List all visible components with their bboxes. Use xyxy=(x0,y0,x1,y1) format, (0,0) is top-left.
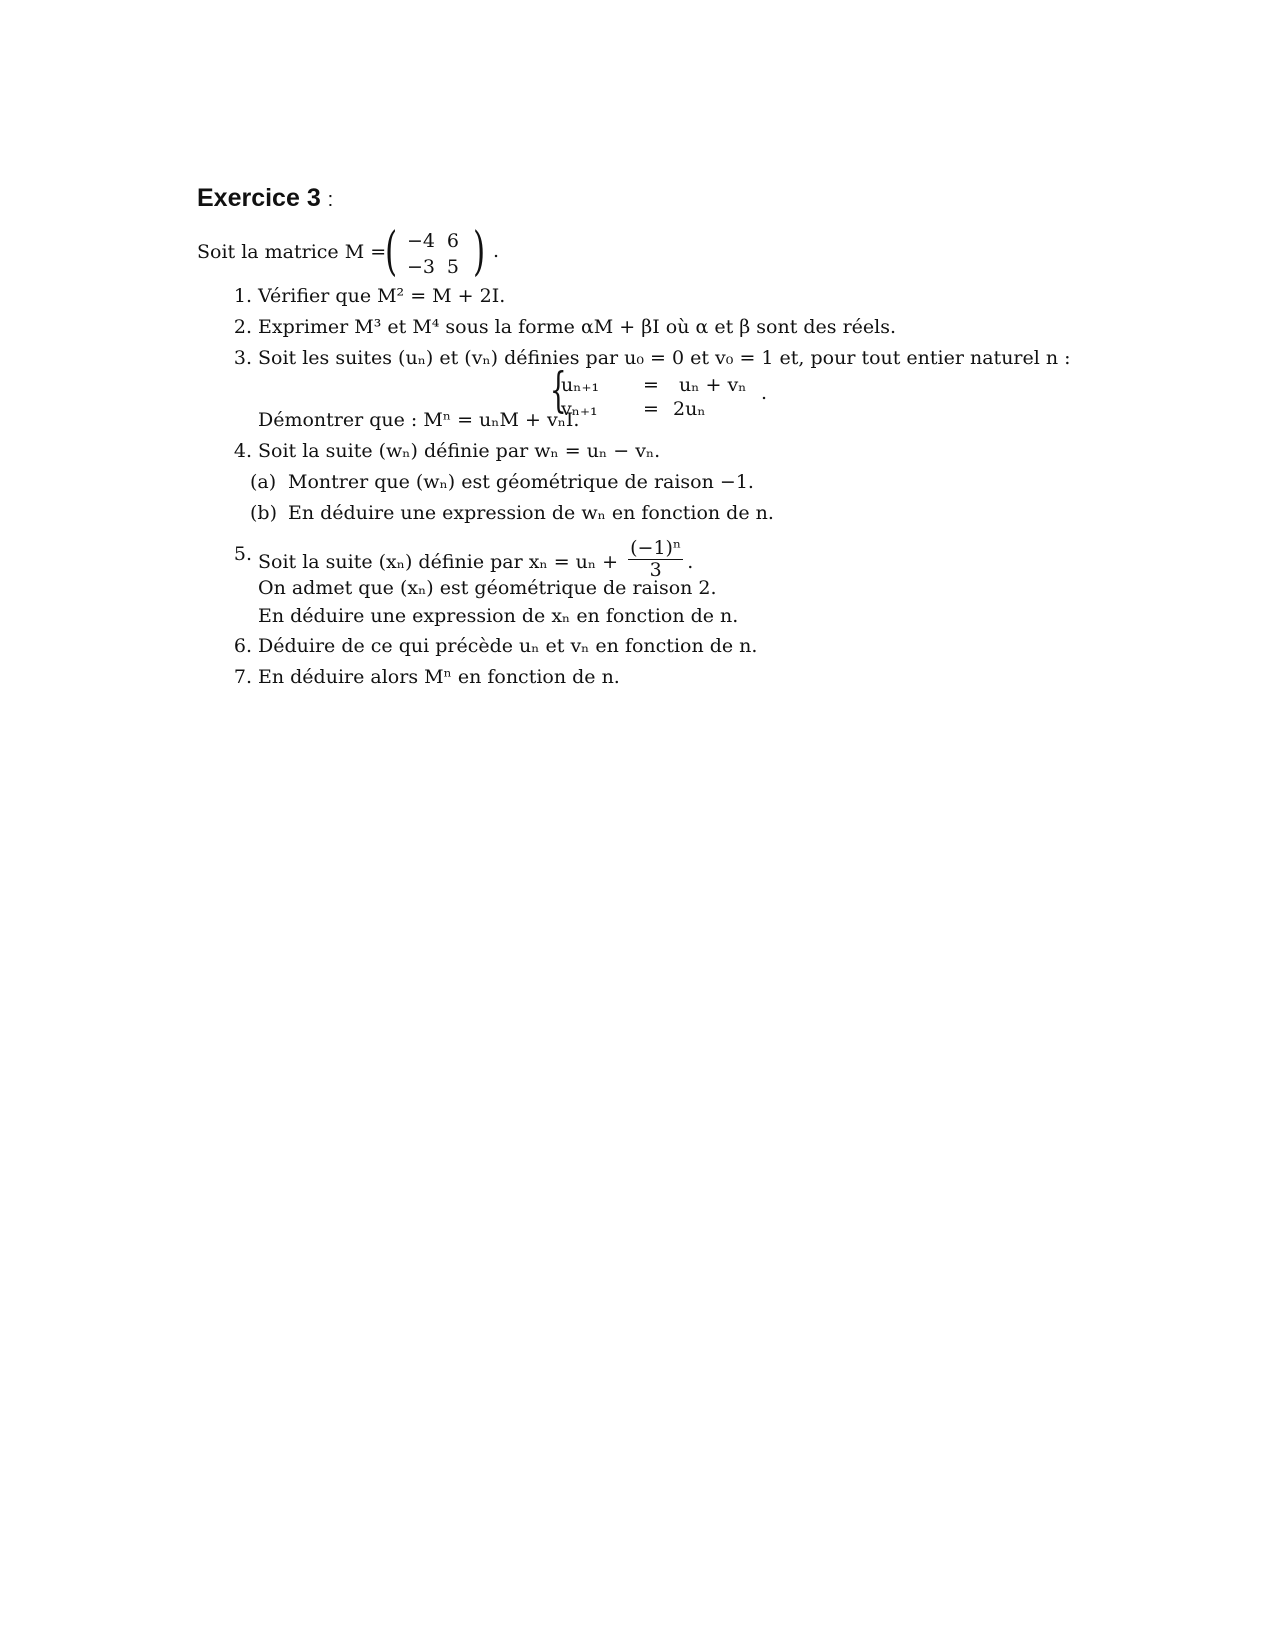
item-number: 6. xyxy=(233,635,252,657)
matrix-cell-11: −4 xyxy=(406,230,435,252)
item-text: En déduire alors Mⁿ en fonction de n. xyxy=(258,666,620,688)
brace-icon: { xyxy=(549,362,567,418)
title-text: Exercice 3 xyxy=(197,184,321,212)
intro-line xyxy=(197,240,386,264)
matrix-cell-12: 6 xyxy=(446,230,459,252)
item-text: Soit les suites (uₙ) et (vₙ) définies par u₀ = 0 et v₀ = 1 et, pour tout entier naturel n : xyxy=(258,347,1071,369)
sub-item-text: En déduire une expression de wₙ en fonction de n. xyxy=(288,502,774,524)
system-row1-eq: = xyxy=(643,374,659,396)
sub-item-label: (a) xyxy=(250,471,277,493)
item-text: Déduire de ce qui précède uₙ et vₙ en fonction de n. xyxy=(258,635,758,657)
right-paren-icon: ) xyxy=(473,222,486,282)
item-number: 1. xyxy=(233,285,252,307)
system-row1-right: uₙ + vₙ xyxy=(679,374,747,396)
item-text: Soit la suite (wₙ) définie par wₙ = uₙ − vₙ. xyxy=(258,440,661,462)
fraction-denominator: 3 xyxy=(649,559,662,581)
item-number: 3. xyxy=(233,347,252,369)
title-colon: : xyxy=(327,189,334,211)
item-5-follow-1: On admet que (xₙ) est géométrique de raison 2. xyxy=(258,577,717,599)
system-period: . xyxy=(761,382,768,404)
system-row2-eq: = xyxy=(643,398,659,420)
fraction-period: . xyxy=(687,551,694,573)
matrix-cell-22: 5 xyxy=(446,256,459,278)
item-number: 4. xyxy=(233,440,252,462)
system-row2-left: vₙ₊₁ xyxy=(561,398,598,420)
item-number: 7. xyxy=(233,666,252,688)
item-number: 5. xyxy=(233,543,252,565)
item-5-follow-2: En déduire une expression de xₙ en fonction de n. xyxy=(258,605,739,627)
intro-text: Soit la matrice M = xyxy=(197,241,387,263)
fraction-numerator: (−1)ⁿ xyxy=(630,537,682,559)
system-row1-left: uₙ₊₁ xyxy=(561,374,600,396)
item-text: Vérifier que M² = M + 2I. xyxy=(258,285,506,307)
system-row2-right: 2uₙ xyxy=(673,398,706,420)
fraction xyxy=(628,538,683,580)
exercise-title xyxy=(197,184,333,213)
sub-item-label: (b) xyxy=(250,502,277,524)
matrix-m xyxy=(385,222,502,286)
left-paren-icon: ( xyxy=(385,222,398,282)
sub-item-text: Montrer que (wₙ) est géométrique de raison −1. xyxy=(288,471,754,493)
item-text: Exprimer M³ et M⁴ sous la forme αM + βI où α et β sont des réels. xyxy=(258,316,897,338)
item-number: 2. xyxy=(233,316,252,338)
matrix-cell-21: −3 xyxy=(406,256,435,278)
item-3-follow: Démontrer que : Mⁿ = uₙM + vₙI. xyxy=(258,409,580,431)
intro-period: . xyxy=(493,240,500,262)
item-text: Soit la suite (xₙ) définie par xₙ = uₙ + xyxy=(258,551,619,573)
